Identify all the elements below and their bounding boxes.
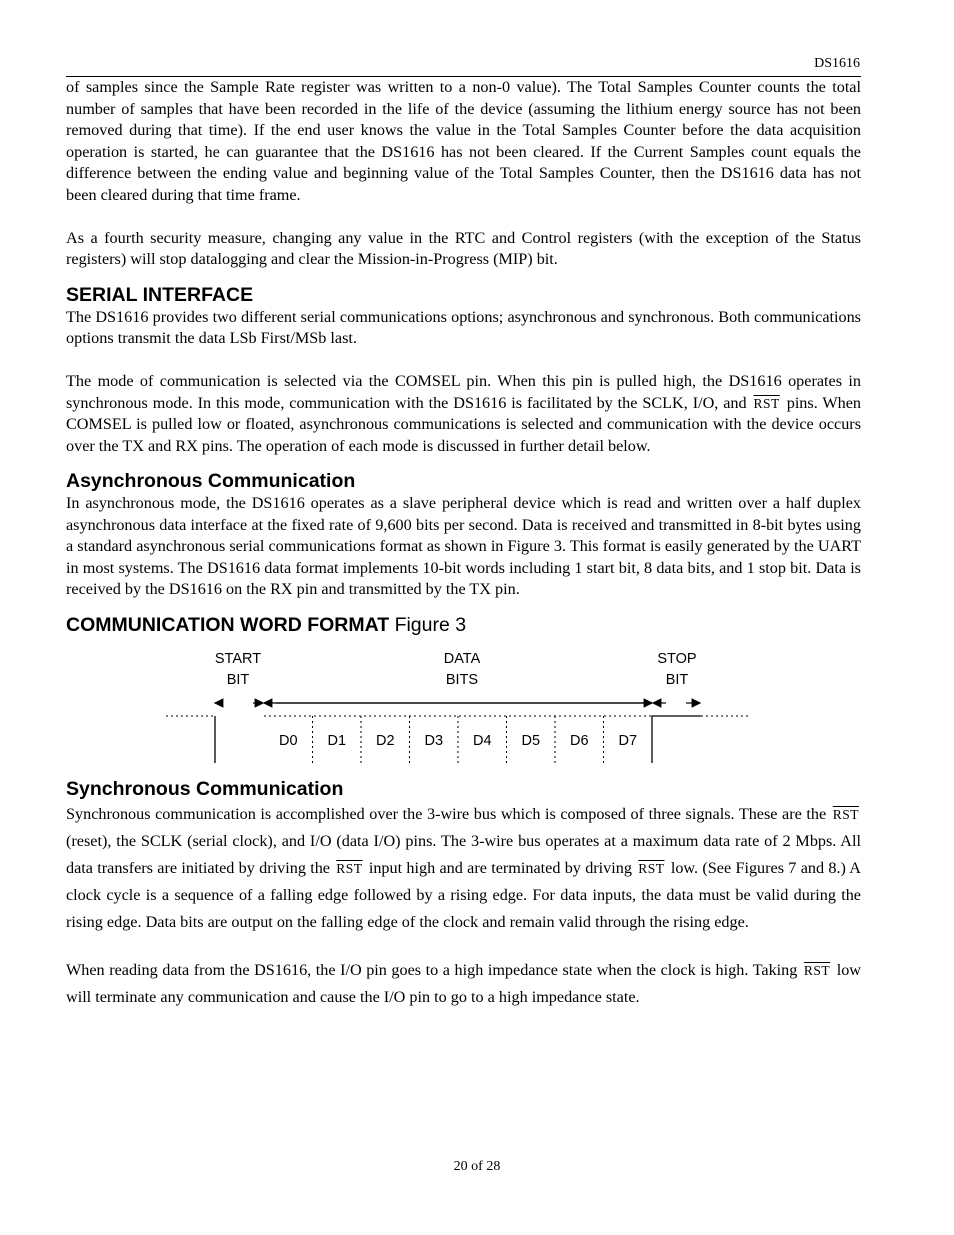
serial-p2-part-b: pins. When COMSEL is pulled low or floated, asynchronous communications is selected and communication with the device occurs over the TX and RX pins. The operation of each mode is discussed in further detail below. bbox=[66, 393, 862, 455]
bit-label-d2: D2 bbox=[375, 732, 395, 749]
serial-p2-part-a: The mode of communication is selected via the COMSEL pin. When this pin is pulled high, the DS1616 operates in synchronous mode. In this mode, communication with the DS1616 is facilitated by the SCLK, I/O, and bbox=[66, 372, 861, 412]
data-label-line1: DATA bbox=[443, 650, 481, 667]
sync-paragraph-1 bbox=[66, 801, 861, 936]
rst-signal: $\overline{RST}$ bbox=[638, 860, 665, 876]
bit-label-d0: D0 bbox=[278, 732, 298, 749]
serial-interface-heading: SERIAL INTERFACE bbox=[66, 283, 254, 306]
bit-label-d4: D4 bbox=[472, 732, 492, 749]
bit-label-d3: D3 bbox=[424, 732, 444, 749]
data-label-line2: BITS bbox=[445, 671, 479, 688]
start-label-line2: BIT bbox=[226, 671, 250, 688]
sync-p1-part-b: (reset), the SCLK (serial clock), and I/O (data I/O) pins. The 3-wire bus operates at a maximum data rate of 2 Mbps. All data transfers are initiated by driving the bbox=[66, 832, 861, 877]
rst-signal: $\overline{RST}$ bbox=[832, 806, 859, 822]
sync-p1-part-c: input high and are terminated by driving bbox=[368, 858, 632, 877]
intro-paragraph-2: As a fourth security measure, changing any value in the RTC and Control registers (with the exception of the Status registers) will stop datalogging and clear the Mission-in-Progress (MIP) bit. bbox=[66, 228, 861, 268]
async-paragraph: In asynchronous mode, the DS1616 operates as a slave peripheral device which is read and written over a half duplex asynchronous data interface at the fixed rate of 9,600 bits per second. Data is received and transmitted in 8-bit bytes using a standard asynchronous serial communications format as shown in Figure 3. This format is easily generated by the UART in most systems. The DS1616 data format implements 10-bit words including 1 start bit, 8 data bits, and 1 stop bit. Data is received by the DS1616 on the RX pin and transmitted by the TX pin. bbox=[66, 494, 861, 598]
start-bit-waveform bbox=[215, 716, 264, 763]
sync-p1-part-d: low. (See Figures 7 and 8.) A clock cycle is a sequence of a falling edge followed by a rising edge. For data inputs, the data must be valid during the rising edge. Data bits are output on the falling edge of the clock and remain valid through the rising edge. bbox=[66, 858, 861, 931]
rst-signal: $\overline{RST}$ bbox=[336, 860, 363, 876]
page-content bbox=[66, 77, 861, 1011]
serial-paragraph-1: The DS1616 provides two different serial communications options; asynchronous and synchronous. Both communications options transmit the data LSb First/MSb last. bbox=[66, 307, 861, 347]
word-format-diagram bbox=[66, 643, 861, 763]
sync-p2-part-a: When reading data from the DS1616, the I/O pin goes to a high impedance state when the clock is high. Taking bbox=[66, 960, 798, 979]
sync-heading: Synchronous Communication bbox=[66, 777, 344, 800]
sync-paragraph-2 bbox=[66, 957, 861, 1011]
bit-label-d6: D6 bbox=[569, 732, 589, 749]
figure-number: Figure 3 bbox=[394, 613, 467, 636]
rst-signal: $\overline{RST}$ bbox=[803, 962, 831, 978]
page-number: 20 of 28 bbox=[453, 1159, 501, 1174]
bit-label-d1: D1 bbox=[327, 732, 347, 749]
figure-heading bbox=[66, 613, 861, 637]
rst-signal: $\overline{RST}$ bbox=[753, 395, 780, 411]
stop-label-line1: STOP bbox=[657, 650, 697, 667]
figure-title: COMMUNICATION WORD FORMAT bbox=[66, 613, 390, 636]
stop-label-line2: BIT bbox=[665, 671, 689, 688]
data-bit-cells bbox=[279, 716, 637, 763]
bit-label-d5: D5 bbox=[521, 732, 541, 749]
async-heading: Asynchronous Communication bbox=[66, 470, 356, 492]
bit-label-d7: D7 bbox=[618, 732, 638, 749]
sync-p1-part-a: Synchronous communication is accomplished over the 3-wire bus which is composed of three signals. These are the bbox=[66, 804, 827, 823]
serial-paragraph-2 bbox=[66, 371, 861, 457]
header-doc-id: DS1616 bbox=[814, 56, 860, 71]
intro-paragraph-1: of samples since the Sample Rate register was written to a non-0 value). The Total Samples Counter counts the total number of samples that have been recorded in the life of the device (assuming the lithium energy source has not been removed during that time). If the end user knows the value in the Total Samples Counter before the data acquisition operation is started, he can guarantee that the DS1616 has not been cleared. If the Current Samples count equals the difference between the ending value and beginning value of the Total Samples Counter, then the DS1616 data has not been cleared during that time frame. bbox=[66, 78, 861, 204]
stop-bit-waveform bbox=[652, 716, 701, 763]
sync-p2-part-b: low will terminate any communication and cause the I/O pin to go to a high impedance state. bbox=[66, 960, 861, 1006]
word-format-figure bbox=[66, 643, 861, 763]
start-label-line1: START bbox=[214, 650, 262, 667]
